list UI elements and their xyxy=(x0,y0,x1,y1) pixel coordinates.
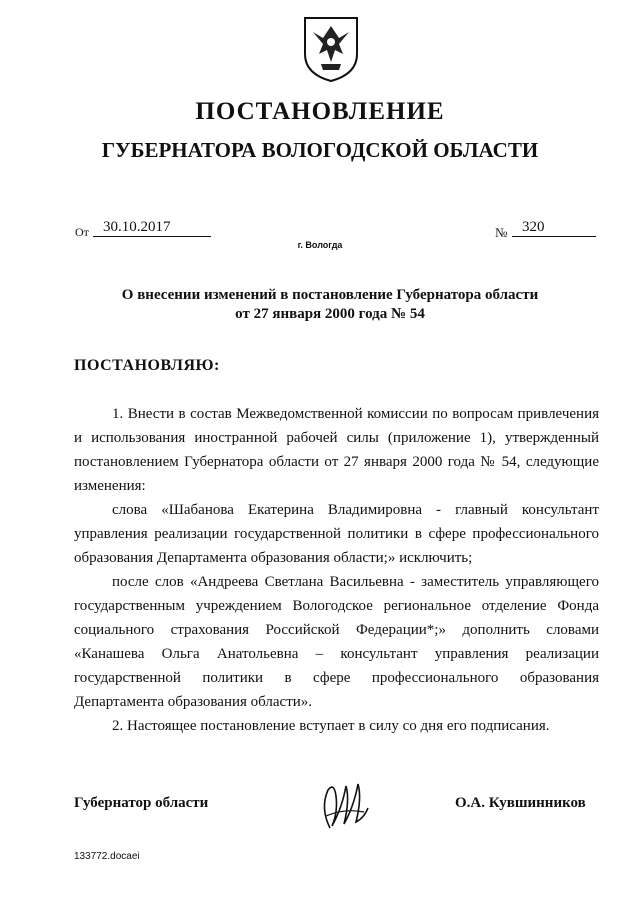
decree-word: ПОСТАНОВЛЯЮ: xyxy=(74,357,220,374)
document-city: г. Вологда xyxy=(297,240,343,250)
file-code: 133772.docaei xyxy=(74,851,140,862)
signatory-role: Губернатор области xyxy=(74,795,209,811)
document-date: 30.10.2017 xyxy=(93,218,211,237)
document-body xyxy=(74,402,599,738)
paragraph-2: слова «Шабанова Екатерина Владимировна - главный консультант управления реализации государственной политики в сфере профессионального образования Департамента образования области;» исключить; xyxy=(74,502,599,566)
document-type-title: ПОСТАНОВЛЕНИЕ xyxy=(195,98,445,125)
document-subject xyxy=(80,286,580,324)
subject-line-2: от 27 января 2000 года № 54 xyxy=(235,306,425,322)
coat-of-arms-icon xyxy=(301,14,361,84)
paragraph-4: 2. Настоящее постановление вступает в силу со дня его подписания. xyxy=(112,718,550,734)
paragraph-3: после слов «Андреева Светлана Васильевна - заместитель управляющего государственным учреждением Вологодское региональное отделение Фонда социального страхования Российской Федерации*;» дополнить словами «Канашева Ольга Анатольевна – консультант управления реализации государственной политики в сфере профессионального образования Департамента образования области». xyxy=(74,574,599,710)
subject-line-1: О внесении изменений в постановление Губернатора области xyxy=(121,287,539,303)
document-authority: ГУБЕРНАТОРА ВОЛОГОДСКОЙ ОБЛАСТИ xyxy=(101,138,539,162)
signatory-name: О.А. Кувшинников xyxy=(455,795,586,811)
date-prefix: От xyxy=(75,225,89,239)
number-prefix: № xyxy=(495,225,508,240)
paragraph-1: 1. Внести в состав Межведомственной комиссии по вопросам привлечения и использования иностранной рабочей силы (приложение 1), утвержденный постановлением Губернатора области от 27 января 2000 года № 54, следующие изменения: xyxy=(74,406,599,494)
document-number: 320 xyxy=(512,218,596,237)
handwritten-signature-icon xyxy=(316,778,372,838)
